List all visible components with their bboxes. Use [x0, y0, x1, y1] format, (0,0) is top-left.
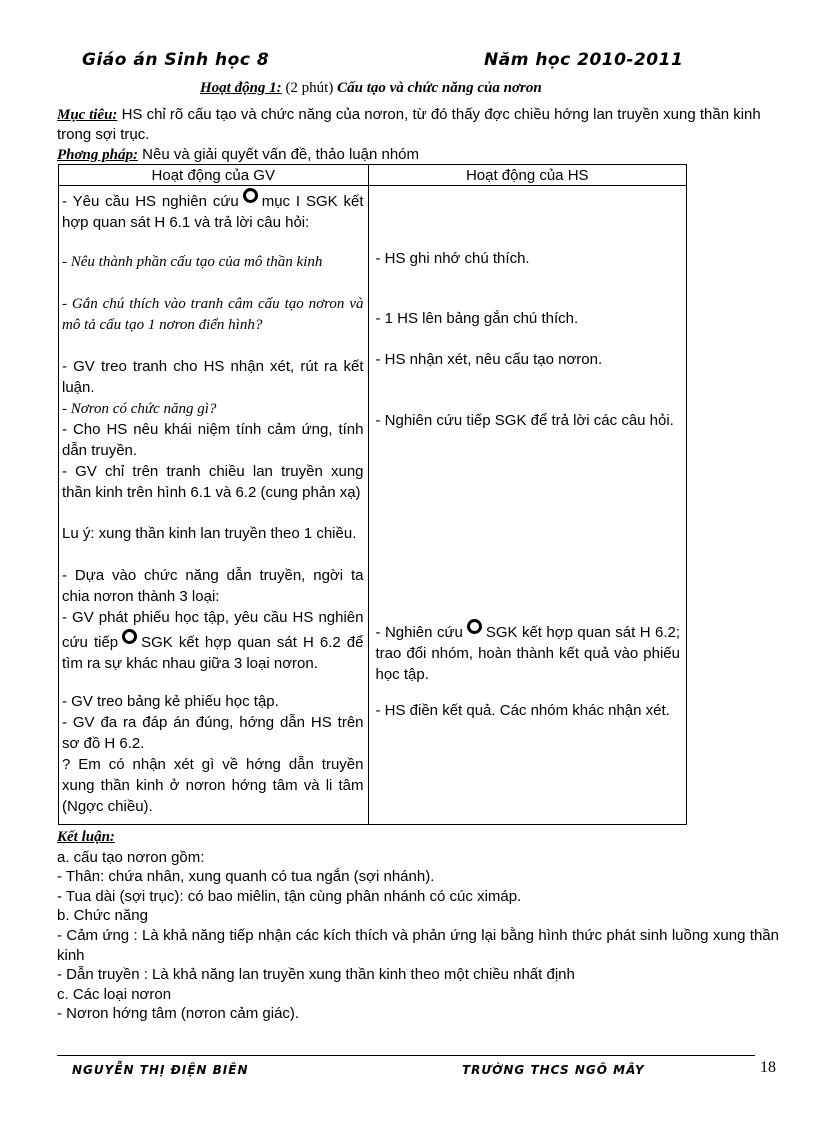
gv-text: - GV phát phiếu học tập, yêu cầu HS nghiên cứu tiếp: [62, 609, 364, 651]
gv-question: ? Em có nhận xét gì về hớng dẫn truyền xung thần kinh ở nơron hớng tâm và li tâm (Ngợc chiều).: [62, 756, 364, 815]
gv-step: - GV chỉ trên tranh chiều lan truyền xung thần kinh trên hình 6.1 và 6.2 (cung phản xạ): [62, 463, 364, 501]
header-hs: Hoạt động của HS: [368, 165, 687, 186]
conclusion: [57, 828, 779, 1024]
activity-label: Hoạt động 1:: [200, 80, 282, 96]
hs-text: SGK kết hợp quan sát H 6.2; trao đổi nhóm, hoàn thành kết quả vào phiếu học tập.: [375, 624, 680, 683]
header-subject: Giáo án Sinh học 8: [82, 50, 270, 70]
sgk-marker-icon: [122, 629, 137, 644]
hs-response: [369, 619, 687, 685]
hs-response: - Nghiên cứu tiếp SGK để trả lời các câu hỏi.: [375, 412, 674, 429]
gv-step: - GV treo tranh cho HS nhận xét, rút ra kết luận.: [62, 358, 364, 396]
conclusion-line: b. Chức năng: [57, 907, 148, 925]
gv-step: [59, 188, 368, 234]
gv-step: - Cho HS nêu khái niệm tính cảm ứng, tính dẫn truyền.: [62, 421, 364, 459]
header-school-year: Năm học 2010-2011: [484, 50, 684, 70]
hs-cell: [368, 186, 687, 825]
footer-author: NGUYỄN THỊ ĐIỆN BIÊN: [72, 1063, 249, 1077]
gv-step: - Dựa vào chức năng dẫn truyền, ngời ta chia nơron thành 3 loại:: [62, 567, 364, 605]
activity-table: [58, 164, 687, 825]
gv-text: - Yêu cầu HS nghiên cứu: [62, 193, 239, 210]
activity-time: (2 phút): [281, 80, 338, 96]
footer-divider: [57, 1055, 755, 1056]
table-row: [59, 186, 687, 825]
activity-title: Cấu tạo và chức năng của nơron: [337, 80, 542, 96]
objective-text: HS chỉ rõ cấu tạo và chức năng của nơron, từ đó thấy đợc chiều hớng lan truyền xung thần kinh trong sợi trục.: [57, 106, 761, 143]
hs-response: - HS điền kết quả. Các nhóm khác nhận xét.: [375, 702, 670, 719]
table-header-row: [59, 165, 687, 186]
gv-question: - Nơron có chức năng gì?: [62, 401, 217, 417]
sgk-marker-icon: [467, 619, 482, 634]
gv-step: [59, 608, 368, 674]
conclusion-line: - Dẫn truyền : Là khả năng lan truyền xung thần kinh theo một chiều nhất định: [57, 966, 575, 984]
method-label: Phơng pháp:: [57, 147, 138, 163]
conclusion-line: - Tua dài (sợi trục): có bao miêlin, tận cùng phân nhánh có cúc ximáp.: [57, 887, 522, 905]
conclusion-line: c. Các loại nơron: [57, 985, 172, 1003]
footer-school: TRƯỜNG THCS NGÔ MÂY: [462, 1063, 645, 1077]
gv-text: SGK kết hợp quan sát H 6.2 để tìm ra sự khác nhau giữa 3 loại nơron.: [62, 633, 364, 672]
gv-cell: [59, 186, 369, 825]
gv-question: - Nêu thành phần cấu tạo của mô thần kinh: [62, 254, 323, 270]
method-text: Nêu và giải quyết vấn đề, thảo luận nhóm: [137, 146, 420, 163]
gv-text: mục I SGK kết hợp quan sát H 6.1 và trả lời câu hỏi:: [62, 193, 364, 231]
hs-response: - 1 HS lên bảng gắn chú thích.: [375, 310, 579, 327]
gv-step: - GV đa ra đáp án đúng, hớng dẫn HS trên sơ đồ H 6.2.: [62, 714, 364, 752]
hs-text: - Nghiên cứu: [375, 624, 463, 641]
method: [57, 145, 779, 165]
gv-question: - Gắn chú thích vào tranh câm cấu tạo nơron và mô tả cấu tạo 1 nơron điển hình?: [62, 296, 364, 333]
hs-response: - HS nhận xét, nêu cấu tạo nơron.: [375, 351, 603, 368]
objective-label: Mục tiêu:: [57, 107, 118, 123]
page-number: 18: [760, 1059, 776, 1076]
conclusion-line: - Nơron hớng tâm (nơron cảm giác).: [57, 1005, 300, 1023]
conclusion-title: Kết luận:: [57, 829, 115, 845]
gv-note: Lu ý: xung thần kinh lan truyền theo 1 chiều.: [62, 525, 357, 542]
sgk-marker-icon: [243, 188, 258, 203]
hs-response: - HS ghi nhớ chú thích.: [375, 250, 530, 267]
gv-step: - GV treo bảng kẻ phiếu học tập.: [62, 693, 279, 710]
activity-heading: [200, 80, 542, 97]
conclusion-line: a. cấu tạo nơron gồm:: [57, 848, 205, 866]
conclusion-line: - Thân: chứa nhân, xung quanh có tua ngắn (sợi nhánh).: [57, 868, 435, 886]
objective: [57, 105, 779, 145]
header-gv: Hoạt động của GV: [59, 165, 369, 186]
conclusion-line: - Cảm ứng : Là khả năng tiếp nhận các kích thích và phản ứng lại bằng hình thức phát sinh luồng xung thần kinh: [57, 926, 779, 964]
